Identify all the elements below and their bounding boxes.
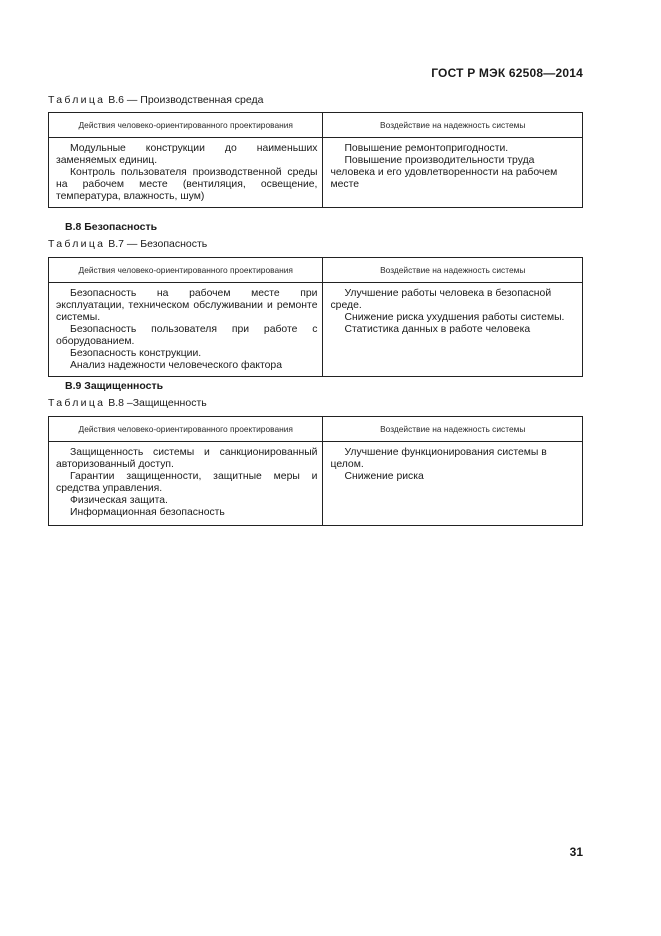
table-b6-header-row <box>49 113 583 138</box>
table-b8-impact-item: Снижение риска <box>344 471 424 482</box>
table-b7-action-item: Анализ надежности человеческого фактора <box>70 360 282 371</box>
table-b7-col1-header: Действия человеко-ориентированного проектирования <box>49 258 323 283</box>
table-b6-impact-item: Повышение ремонтопригодности. <box>344 143 509 154</box>
table-b8-row <box>49 442 583 526</box>
table-b7-row <box>49 283 583 377</box>
table-b6-caption-prefix: Таблица <box>48 94 106 106</box>
table-b7 <box>48 257 583 377</box>
table-b6-col1-header: Действия человеко-ориентированного проектирования <box>49 113 323 138</box>
table-b7-impact-item: Снижение риска ухудшения работы системы. <box>344 312 565 323</box>
table-b7-action-item: Безопасность пользователя при работе с оборудованием. <box>56 324 318 347</box>
table-b7-action-item: Безопасность конструкции. <box>70 348 202 359</box>
table-b6-impact-item: Повышение производительности труда человека и его удовлетворенности на рабочем месте <box>330 155 558 190</box>
table-b8-col2-header: Воздействие на надежность системы <box>323 417 583 442</box>
table-b6-actions-cell <box>49 138 323 208</box>
table-b6 <box>48 112 583 208</box>
table-b8-actions-cell <box>49 442 323 526</box>
section-b8-title: В.8 Безопасность <box>65 221 158 233</box>
table-b7-actions-cell <box>49 283 323 377</box>
table-b8-caption-prefix: Таблица <box>48 397 106 409</box>
table-b7-col2-header: Воздействие на надежность системы <box>323 258 583 283</box>
table-b7-impact-item: Статистика данных в работе человека <box>344 324 531 335</box>
table-b6-impact-cell <box>323 138 583 208</box>
table-b7-caption <box>48 238 207 250</box>
table-b8-col1-header: Действия человеко-ориентированного проектирования <box>49 417 323 442</box>
table-b8-action-item: Информационная безопасность <box>70 507 225 518</box>
table-b8-caption <box>48 397 207 409</box>
table-b7-action-item: Безопасность на рабочем месте при эксплуатации, техническом обслуживании и ремонте системы. <box>56 288 318 323</box>
table-b8-header-row <box>49 417 583 442</box>
table-b7-header-row <box>49 258 583 283</box>
table-b8-action-item: Защищенность системы и санкционированный авторизованный доступ. <box>56 447 318 470</box>
document-standard-code: ГОСТ Р МЭК 62508—2014 <box>431 66 583 80</box>
table-b8-impact-item: Улучшение функционирования системы в целом. <box>330 447 547 470</box>
table-b6-action-item: Контроль пользователя производственной среды на рабочем месте (вентиляция, освещение, температура, влажность, шум) <box>56 167 318 202</box>
table-b8 <box>48 416 583 526</box>
table-b6-caption-title: В.6 — Производственная среда <box>105 94 264 106</box>
table-b8-impact-cell <box>323 442 583 526</box>
table-b7-impact-item: Улучшение работы человека в безопасной среде. <box>330 288 552 311</box>
section-b9-title: В.9 Защищенность <box>65 380 164 392</box>
table-b7-caption-prefix: Таблица <box>48 238 106 250</box>
page-number: 31 <box>569 845 583 859</box>
table-b6-action-item: Модульные конструкции до наименьших заменяемых единиц. <box>56 143 318 166</box>
table-b6-col2-header: Воздействие на надежность системы <box>323 113 583 138</box>
table-b7-caption-title: В.7 — Безопасность <box>105 238 208 250</box>
table-b8-action-item: Физическая защита. <box>70 495 168 506</box>
table-b6-caption <box>48 94 263 106</box>
table-b6-row <box>49 138 583 208</box>
table-b8-action-item: Гарантии защищенности, защитные меры и средства управления. <box>56 471 318 494</box>
table-b7-impact-cell <box>323 283 583 377</box>
table-b8-caption-title: В.8 –Защищенность <box>105 397 207 409</box>
